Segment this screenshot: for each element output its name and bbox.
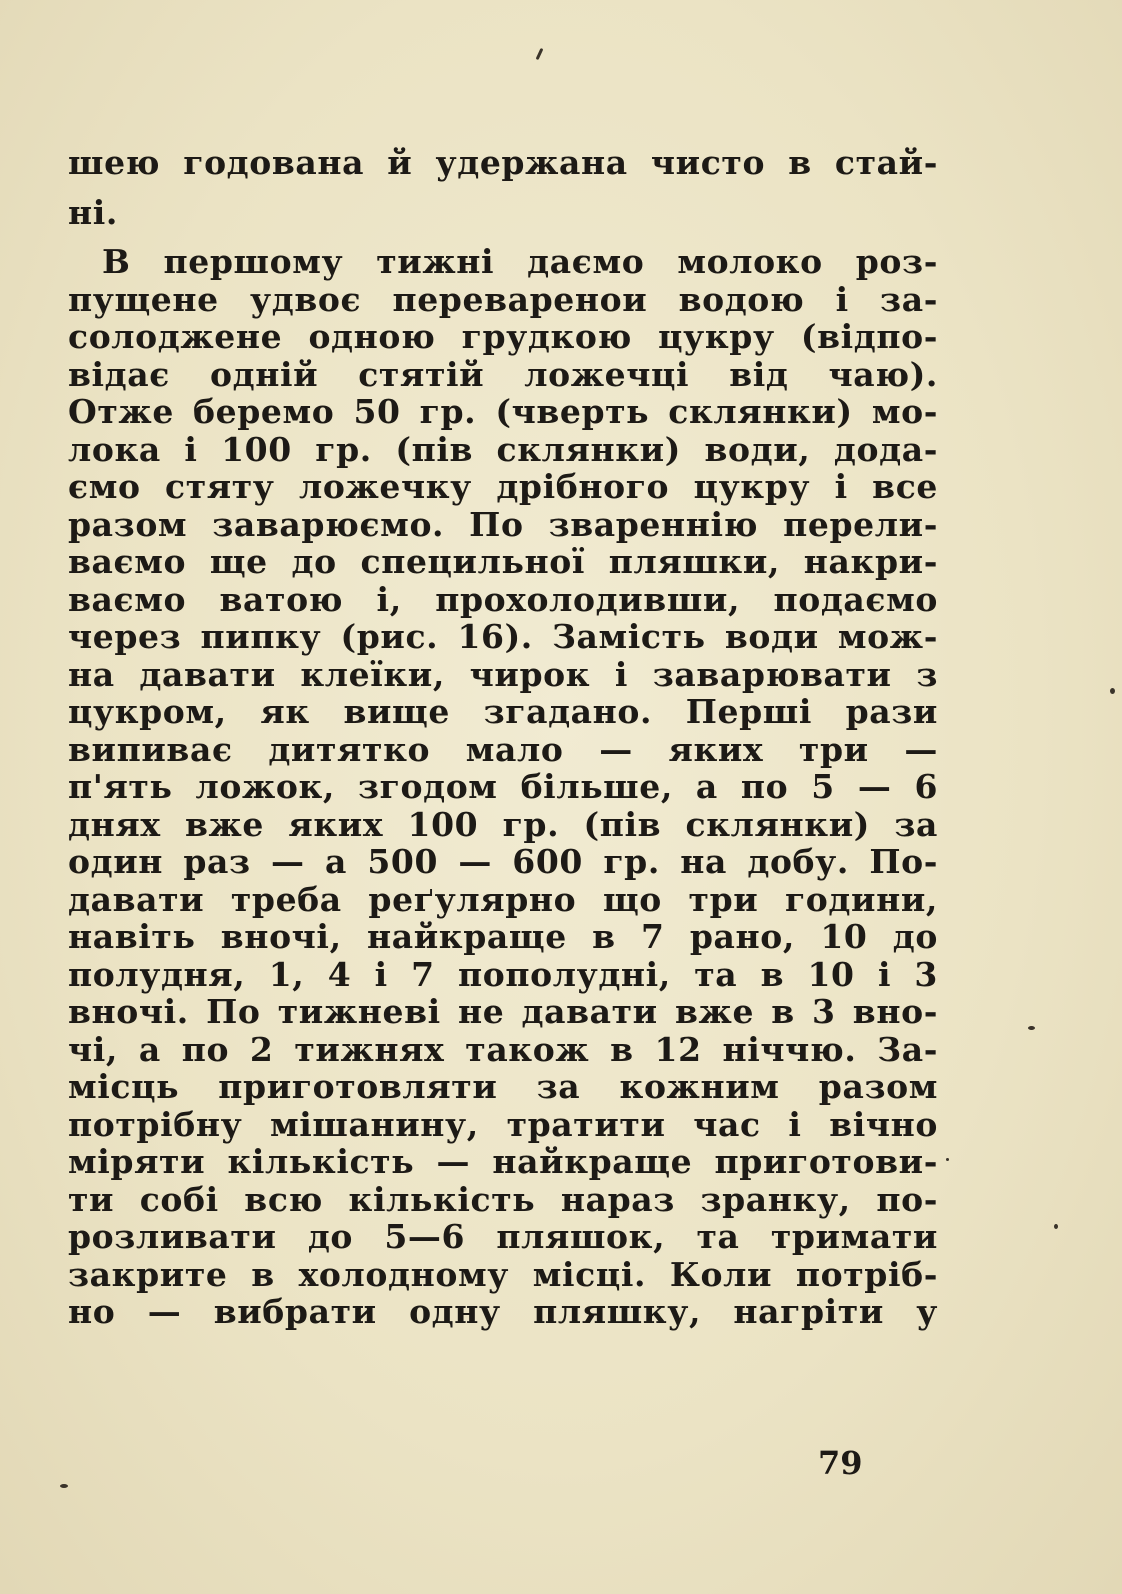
text-line: місць приготовляти за кожним разом bbox=[68, 1067, 938, 1106]
text-line: ні. bbox=[68, 192, 118, 232]
text-line: вночі. По тижневі не давати вже в 3 вно- bbox=[68, 992, 938, 1031]
text-line: потрібну мішанину, тратити час і вічно bbox=[68, 1104, 938, 1144]
body-text bbox=[68, 144, 938, 1331]
ink-speck bbox=[1110, 688, 1115, 694]
text-line: разом заварюємо. По звареннію перели- bbox=[68, 504, 938, 544]
text-line: давати треба реґулярно що три години, bbox=[68, 879, 938, 919]
text-line: міряти кількість — найкраще приготови- bbox=[68, 1142, 938, 1181]
text-line: цукром, як вище згадано. Перші рази bbox=[68, 692, 938, 731]
text-line: но — вибрати одну пляшку, нагріти у bbox=[68, 1292, 938, 1331]
ink-speck bbox=[60, 1484, 68, 1488]
text-line: ємо стяту ложечку дрібного цукру і все bbox=[68, 467, 938, 506]
text-line: випиває дитятко мало — яких три — bbox=[68, 729, 938, 769]
page-number: 79 bbox=[818, 1444, 863, 1482]
text-line: Отже беремо 50 гр. (чверть склянки) мо- bbox=[68, 392, 938, 431]
text-line: п'ять ложок, згодом більше, а по 5 — 6 bbox=[68, 767, 938, 806]
text-line: шею годована й удержана чисто в стай- bbox=[68, 143, 938, 182]
text-line: ваємо ватою і, прохолодивши, подаємо bbox=[68, 579, 938, 619]
text-line: через пипку (рис. 16). Замість води мож- bbox=[68, 617, 938, 656]
text-line: навіть вночі, найкраще в 7 рано, 10 до bbox=[68, 917, 938, 956]
text-line: ти собі всю кількість нараз зранку, по- bbox=[68, 1179, 938, 1219]
text-line: один раз — а 500 — 600 гр. на добу. По- bbox=[68, 842, 938, 881]
ink-speck bbox=[1054, 1224, 1058, 1229]
ink-speck bbox=[946, 1158, 949, 1161]
ink-speck bbox=[1028, 1026, 1035, 1030]
text-line: чі, а по 2 тижнях також в 12 ніччю. За- bbox=[68, 1029, 938, 1069]
text-line: відає одній стятій ложечці від чаю). bbox=[68, 354, 938, 394]
text-line: пущене удвоє переваренои водою і за- bbox=[68, 279, 938, 319]
text-line: ваємо ще до специльної пляшки, накри- bbox=[68, 542, 938, 581]
text-line: лока і 100 гр. (пів склянки) води, дода- bbox=[68, 429, 938, 469]
text-line: В першому тижні даємо молоко роз- bbox=[102, 242, 938, 281]
text-line: солоджене одною грудкою цукру (відпо- bbox=[68, 317, 938, 356]
text-line: днях вже яких 100 гр. (пів склянки) за bbox=[68, 804, 938, 844]
text-line: розливати до 5—6 пляшок, та тримати bbox=[68, 1217, 938, 1256]
ink-speck bbox=[536, 48, 544, 60]
text-line: закрите в холодному місці. Коли потріб- bbox=[68, 1254, 938, 1294]
text-line: на давати клеїки, чирок і заварювати з bbox=[68, 654, 938, 694]
text-line: полудня, 1, 4 і 7 пополудні, та в 10 і 3 bbox=[68, 954, 938, 994]
